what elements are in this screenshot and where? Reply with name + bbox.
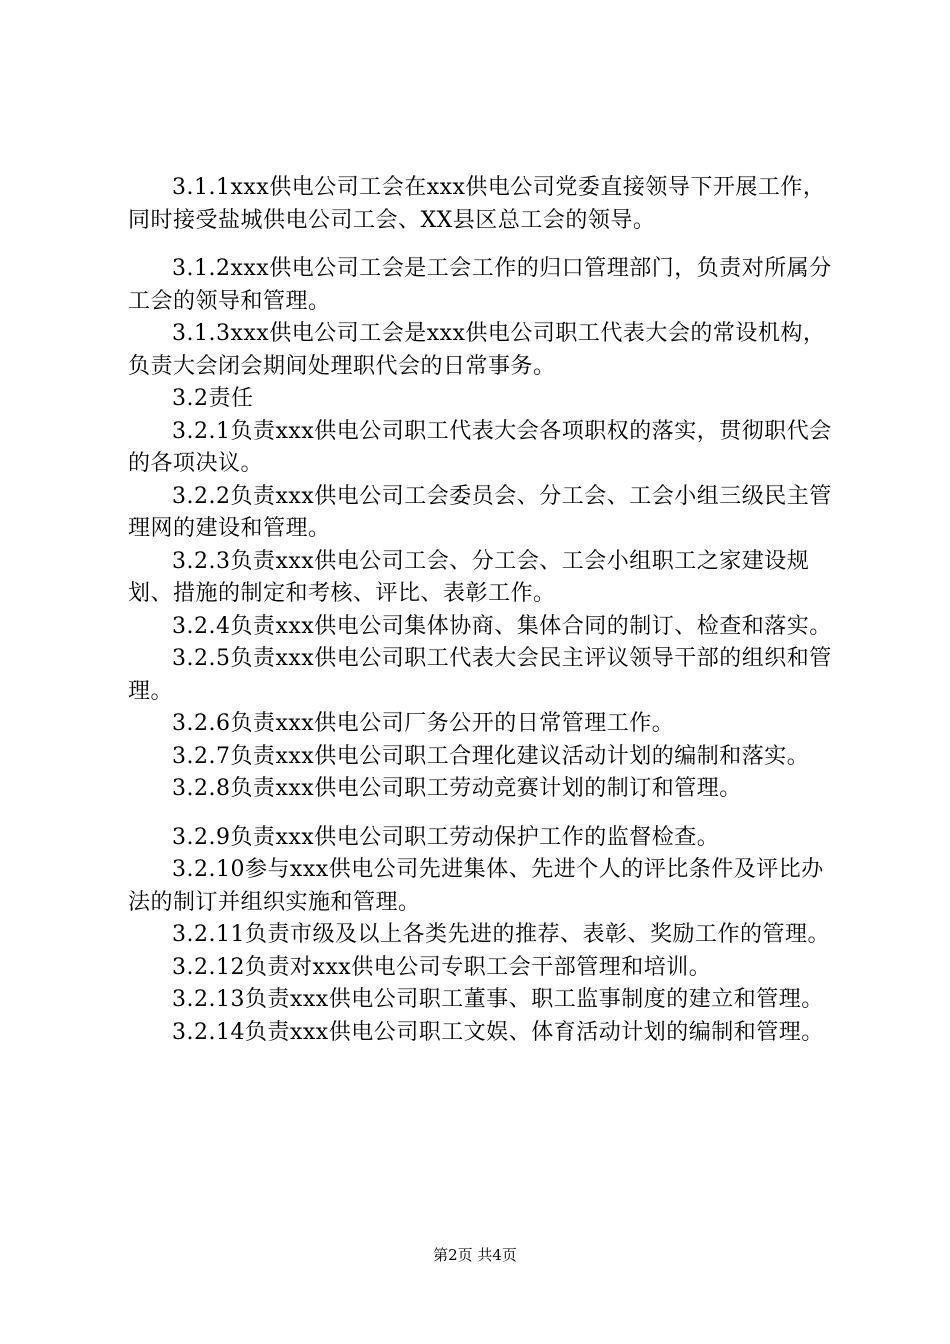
document-body (128, 172, 832, 1049)
paragraph-3-2-1: 3.2.1负责xxx供电公司职工代表大会各项职权的落实，贯彻职代会的各项决议。 (128, 418, 832, 476)
paragraph-3-2-12: 3.2.12负责对xxx供电公司专职工会干部管理和培训。 (172, 954, 712, 980)
paragraph-3-1-3: 3.1.3xxx供电公司工会是xxx供电公司职工代表大会的常设机构，负责大会闭会期间处理职代会的日常事务。 (128, 321, 826, 379)
paragraph-3-2-6: 3.2.6负责xxx供电公司厂务公开的日常管理工作。 (172, 711, 675, 736)
page-number-label: 第2页 共4页 (433, 1246, 517, 1264)
paragraph-3-2-10: 3.2.10参与xxx供电公司先进集体、先进个人的评比条件及评比办法的制订并组织实施和管理。 (128, 857, 824, 915)
paragraph-3-2-4: 3.2.4负责xxx供电公司集体协商、集体合同的制订、检查和落实。 (172, 613, 832, 639)
paragraph-3-2-13: 3.2.13负责xxx供电公司职工董事、职工监事制度的建立和管理。 (172, 987, 824, 1012)
paragraph-3-2-11: 3.2.11负责市级及以上各类先进的推荐、表彰、奖励工作的管理。 (172, 922, 830, 947)
section-heading-3-2: 3.2责任 (172, 386, 254, 411)
paragraph-3-2-3: 3.2.3负责xxx供电公司工会、分工会、工会小组职工之家建设规划、措施的制定和考核、评比、表彰工作。 (128, 548, 810, 606)
paragraph-3-2-2: 3.2.2负责xxx供电公司工会委员会、分工会、工会小组三级民主管理网的建设和管理。 (128, 483, 832, 541)
paragraph-3-2-14: 3.2.14负责xxx供电公司职工文娱、体育活动计划的编制和管理。 (172, 1019, 824, 1045)
paragraph-3-1-2: 3.1.2xxx供电公司工会是工会工作的归口管理部门，负责对所属分工会的领导和管理。 (128, 256, 832, 314)
paragraph-3-2-8: 3.2.8负责xxx供电公司职工劳动竞赛计划的制订和管理。 (172, 776, 742, 801)
page-footer (0, 1244, 950, 1265)
paragraph-3-2-7: 3.2.7负责xxx供电公司职工合理化建议活动计划的编制和落实。 (172, 743, 810, 769)
paragraph-3-1-1: 3.1.1xxx供电公司工会在xxx供电公司党委直接领导下开展工作，同时接受盐城供电公司工会、XX县区总工会的领导。 (128, 175, 826, 233)
paragraph-3-2-9: 3.2.9负责xxx供电公司职工劳动保护工作的监督检查。 (172, 824, 720, 850)
paragraph-3-2-5: 3.2.5负责xxx供电公司职工代表大会民主评议领导干部的组织和管理。 (128, 646, 832, 704)
